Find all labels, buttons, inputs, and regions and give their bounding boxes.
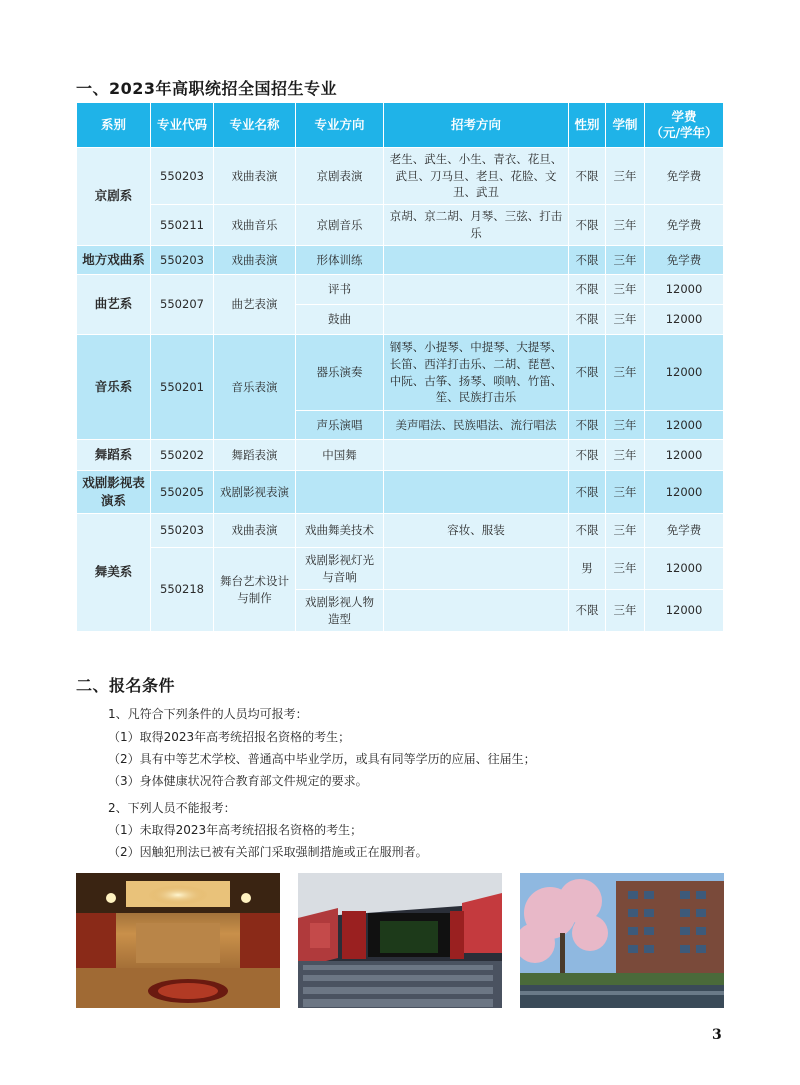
- table-row: [77, 548, 724, 590]
- code-cell: 550218: [151, 548, 214, 632]
- gender-cell: 不限: [569, 205, 606, 246]
- fee-cell: 免学费: [645, 514, 724, 548]
- direction-cell: 戏曲舞美技术: [296, 514, 384, 548]
- page-number: 3: [712, 1027, 722, 1043]
- gender-cell: 不限: [569, 275, 606, 305]
- direction-cell: 中国舞: [296, 440, 384, 471]
- condition-line: （1）取得2023年高考统招报名资格的考生；: [108, 730, 351, 744]
- direction-cell: [296, 471, 384, 514]
- years-cell: 三年: [606, 335, 645, 411]
- name-cell: 戏曲表演: [214, 514, 296, 548]
- table-row: [77, 471, 724, 514]
- exam-cell: 美声唱法、民族唱法、流行唱法: [384, 411, 569, 440]
- majors-table: [76, 102, 724, 632]
- exam-cell: 京胡、京二胡、月琴、三弦、打击乐: [384, 205, 569, 246]
- condition-line: （1）未取得2023年高考统招报名资格的考生；: [108, 823, 363, 837]
- table-row: [77, 246, 724, 275]
- dept-cell: 戏剧影视表演系: [77, 471, 151, 514]
- code-cell: 550203: [151, 246, 214, 275]
- exam-cell: 老生、武生、小生、青衣、花旦、武旦、刀马旦、老旦、花脸、文丑、武丑: [384, 148, 569, 205]
- code-cell: 550203: [151, 514, 214, 548]
- fee-cell: 免学费: [645, 205, 724, 246]
- dept-cell: 京剧系: [77, 148, 151, 246]
- lobby-photo: [76, 873, 280, 1008]
- fee-cell: 12000: [645, 440, 724, 471]
- fee-cell: 12000: [645, 305, 724, 335]
- exam-cell: [384, 590, 569, 632]
- exam-cell: 钢琴、小提琴、中提琴、大提琴、长笛、西洋打击乐、二胡、琵琶、中阮、古筝、扬琴、唢呐、竹笛、笙、民族打击乐: [384, 335, 569, 411]
- fee-cell: 12000: [645, 411, 724, 440]
- code-cell: 550203: [151, 148, 214, 205]
- code-cell: 550205: [151, 471, 214, 514]
- years-cell: 三年: [606, 471, 645, 514]
- gender-cell: 不限: [569, 590, 606, 632]
- fee-cell: 12000: [645, 471, 724, 514]
- code-cell: 550201: [151, 335, 214, 440]
- years-cell: 三年: [606, 548, 645, 590]
- table-row: [77, 440, 724, 471]
- fee-cell: 12000: [645, 548, 724, 590]
- table-header-row: [77, 103, 724, 148]
- table-row: [77, 514, 724, 548]
- gender-cell: 不限: [569, 440, 606, 471]
- years-cell: 三年: [606, 275, 645, 305]
- gender-cell: 不限: [569, 335, 606, 411]
- section-title-majors: 一、2023年高职统招全国招生专业: [76, 79, 338, 98]
- fee-cell: 12000: [645, 590, 724, 632]
- table-row: [77, 148, 724, 205]
- gender-cell: 不限: [569, 246, 606, 275]
- condition-line: （3）身体健康状况符合教育部文件规定的要求。: [108, 774, 368, 788]
- years-cell: 三年: [606, 148, 645, 205]
- gender-cell: 男: [569, 548, 606, 590]
- header-fee: [645, 103, 724, 148]
- years-cell: 三年: [606, 590, 645, 632]
- header-dept: 系别: [77, 103, 151, 148]
- auditorium-photo: [298, 873, 502, 1008]
- years-cell: 三年: [606, 246, 645, 275]
- gender-cell: 不限: [569, 514, 606, 548]
- condition-line: 2、下列人员不能报考：: [108, 801, 236, 815]
- direction-cell: 形体训练: [296, 246, 384, 275]
- name-cell: 戏剧影视表演: [214, 471, 296, 514]
- exam-cell: [384, 471, 569, 514]
- name-cell: 舞蹈表演: [214, 440, 296, 471]
- exam-cell: [384, 305, 569, 335]
- dept-cell: 音乐系: [77, 335, 151, 440]
- name-cell: 戏曲表演: [214, 246, 296, 275]
- name-cell: 舞台艺术设计与制作: [214, 548, 296, 632]
- name-cell: 戏曲表演: [214, 148, 296, 205]
- direction-cell: 京剧表演: [296, 148, 384, 205]
- direction-cell: 戏剧影视人物造型: [296, 590, 384, 632]
- header-years: 学制: [606, 103, 645, 148]
- header-name: 专业名称: [214, 103, 296, 148]
- fee-cell: 12000: [645, 335, 724, 411]
- years-cell: 三年: [606, 205, 645, 246]
- table-row: [77, 275, 724, 305]
- years-cell: 三年: [606, 440, 645, 471]
- exam-cell: [384, 548, 569, 590]
- gender-cell: 不限: [569, 471, 606, 514]
- name-cell: 戏曲音乐: [214, 205, 296, 246]
- exam-cell: [384, 440, 569, 471]
- table-row: [77, 335, 724, 411]
- direction-cell: 评书: [296, 275, 384, 305]
- gender-cell: 不限: [569, 411, 606, 440]
- direction-cell: 戏剧影视灯光与音响: [296, 548, 384, 590]
- header-gender: 性别: [569, 103, 606, 148]
- exam-cell: 容妆、服装: [384, 514, 569, 548]
- dept-cell: 地方戏曲系: [77, 246, 151, 275]
- condition-line: 1、凡符合下列条件的人员均可报考：: [108, 707, 308, 721]
- direction-cell: 鼓曲: [296, 305, 384, 335]
- gender-cell: 不限: [569, 305, 606, 335]
- dept-cell: 舞蹈系: [77, 440, 151, 471]
- dept-cell: 舞美系: [77, 514, 151, 632]
- fee-cell: 12000: [645, 275, 724, 305]
- header-exam: 招考方向: [384, 103, 569, 148]
- name-cell: 曲艺表演: [214, 275, 296, 335]
- condition-line: （2）因触犯刑法已被有关部门采取强制措施或正在服刑者。: [108, 845, 428, 859]
- dept-cell: 曲艺系: [77, 275, 151, 335]
- fee-cell: 免学费: [645, 148, 724, 205]
- header-fee-line2: （元/学年）: [650, 125, 718, 140]
- years-cell: 三年: [606, 411, 645, 440]
- years-cell: 三年: [606, 305, 645, 335]
- header-direction: 专业方向: [296, 103, 384, 148]
- campus-photo: [520, 873, 724, 1008]
- fee-cell: 免学费: [645, 246, 724, 275]
- code-cell: 550207: [151, 275, 214, 335]
- exam-cell: [384, 275, 569, 305]
- gender-cell: 不限: [569, 148, 606, 205]
- name-cell: 音乐表演: [214, 335, 296, 440]
- table-row: [77, 205, 724, 246]
- direction-cell: 京剧音乐: [296, 205, 384, 246]
- exam-cell: [384, 246, 569, 275]
- code-cell: 550202: [151, 440, 214, 471]
- direction-cell: 器乐演奏: [296, 335, 384, 411]
- condition-line: （2）具有中等艺术学校、普通高中毕业学历，或具有同等学历的应届、往届生；: [108, 752, 536, 766]
- header-code: 专业代码: [151, 103, 214, 148]
- code-cell: 550211: [151, 205, 214, 246]
- years-cell: 三年: [606, 514, 645, 548]
- header-fee-line1: 学费: [671, 108, 697, 124]
- section-title-conditions: 二、报名条件: [76, 676, 176, 695]
- direction-cell: 声乐演唱: [296, 411, 384, 440]
